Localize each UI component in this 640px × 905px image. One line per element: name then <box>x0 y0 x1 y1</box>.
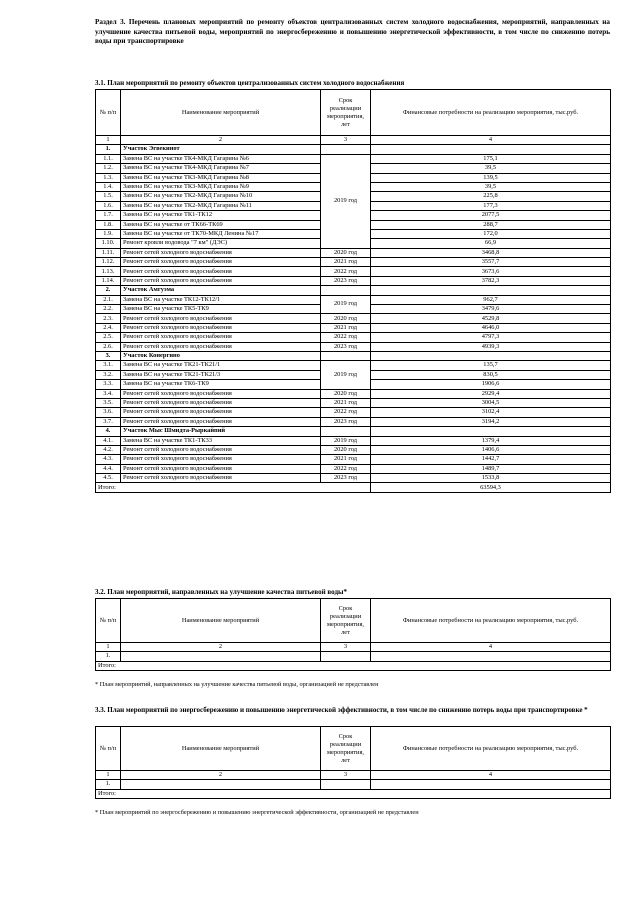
row-value: 2929,4 <box>371 389 611 398</box>
row-name: Ремонт сетей холодного водоснабжения <box>121 474 321 483</box>
row-value: 1406,6 <box>371 445 611 454</box>
header-term: Срок реализации мероприятия, лет <box>321 727 371 771</box>
col-number: 4 <box>371 771 611 780</box>
row-num: 4.4. <box>96 464 121 473</box>
col-number: 1 <box>96 643 121 652</box>
row-term: 2023 год <box>321 417 371 426</box>
row-num: 3.7. <box>96 417 121 426</box>
row-num: 1. <box>96 652 121 661</box>
header-num: № п/п <box>96 90 121 136</box>
row-value: 3102,4 <box>371 408 611 417</box>
table-row <box>96 474 611 483</box>
row-name: Ремонт сетей холодного водоснабжения <box>121 455 321 464</box>
row-name: Замена ВС на участке от ТК66-ТК69 <box>121 220 321 229</box>
row-term <box>321 351 371 360</box>
row-term: 2020 год <box>321 445 371 454</box>
row-num: 3. <box>96 351 121 360</box>
row-term: 2019 год <box>321 295 371 314</box>
row-term: 2021 год <box>321 323 371 332</box>
table-row <box>96 276 611 285</box>
row-num: 2.1. <box>96 295 121 304</box>
row-value <box>371 286 611 295</box>
row-term: 2023 год <box>321 474 371 483</box>
row-name: Ремонт сетей холодного водоснабжения <box>121 408 321 417</box>
row-term: 2019 год <box>321 436 371 445</box>
row-value: 3673,6 <box>371 267 611 276</box>
row-name: Ремонт сетей холодного водоснабжения <box>121 333 321 342</box>
header-finance: Финансовые потребности на реализацию мероприятия, тыс.руб. <box>371 599 611 643</box>
row-value: 288,7 <box>371 220 611 229</box>
row-value: 4939,3 <box>371 342 611 351</box>
row-value: 3468,8 <box>371 248 611 257</box>
total-value: 63594,3 <box>371 483 611 492</box>
group-name: Участок Конергино <box>121 351 321 360</box>
row-num: 1.8. <box>96 220 121 229</box>
row-term: 2022 год <box>321 333 371 342</box>
row-name: Ремонт сетей холодного водоснабжения <box>121 445 321 454</box>
row-value: 830,5 <box>371 370 611 379</box>
table-row <box>96 333 611 342</box>
row-name: Замена ВС на участке ТК4-МКД Гагарина №6 <box>121 154 321 163</box>
row-name: Замена ВС на участке ТК21-ТК21/1 <box>121 361 321 370</box>
col-number: 2 <box>121 771 321 780</box>
row-name: Замена ВС на участке от ТК70-МКД Ленина №17 <box>121 229 321 238</box>
row-name: Замена ВС на участке ТК1-ТК12 <box>121 211 321 220</box>
repair-plan-table <box>95 89 611 493</box>
row-value: 172,0 <box>371 229 611 238</box>
row-value: 1379,4 <box>371 436 611 445</box>
row-num: 1.6. <box>96 201 121 210</box>
row-term: 2021 год <box>321 398 371 407</box>
table-row <box>96 361 611 370</box>
row-value <box>371 145 611 154</box>
section-3-3-note: * План мероприятий по энергосбережению и повышению энергетической эффективности, организацией не представлен <box>95 809 419 816</box>
col-number: 1 <box>96 136 121 145</box>
col-number: 4 <box>371 136 611 145</box>
repair-plan-body <box>96 145 611 483</box>
row-term: 2019 год <box>321 361 371 389</box>
row-num: 4.1. <box>96 436 121 445</box>
total-row <box>96 789 611 798</box>
table-row <box>96 323 611 332</box>
row-name: Ремонт сетей холодного водоснабжения <box>121 417 321 426</box>
row-num: 1.14. <box>96 276 121 285</box>
row-value: 1533,8 <box>371 474 611 483</box>
section-3-3-title: 3.3. План мероприятий по энергосбережению и повышению энергетической эффективности, в том числе по снижению потерь воды при транспортировке * <box>95 706 588 714</box>
row-name: Ремонт сетей холодного водоснабжения <box>121 398 321 407</box>
energy-saving-table <box>95 726 611 799</box>
row-num: 3.1. <box>96 361 121 370</box>
row-num: 1.4. <box>96 182 121 191</box>
row-num: 1.5. <box>96 192 121 201</box>
row-name: Замена ВС на участке ТК4-МКД Гагарина №7 <box>121 164 321 173</box>
row-value: 39,5 <box>371 164 611 173</box>
section-3-1-title: 3.1. План мероприятий по ремонту объектов централизованных систем холодного водоснабжения <box>95 79 405 87</box>
table-row <box>96 408 611 417</box>
col-number: 2 <box>121 643 321 652</box>
table-row <box>96 652 611 661</box>
row-num: 4. <box>96 427 121 436</box>
row-value: 1489,7 <box>371 464 611 473</box>
row-name: Замена ВС на участке ТК3-МКД Гагарина №8 <box>121 173 321 182</box>
row-num: 3.4. <box>96 389 121 398</box>
header-finance: Финансовые потребности на реализацию мероприятия, тыс.руб. <box>371 727 611 771</box>
row-num: 1.13. <box>96 267 121 276</box>
row-name: Замена ВС на участке ТК5-ТК9 <box>121 305 321 314</box>
column-number-row <box>96 136 611 145</box>
row-num: 1. <box>96 780 121 789</box>
header-term: Срок реализации мероприятия, лет <box>321 90 371 136</box>
column-number-row <box>96 771 611 780</box>
group-name: Участок Мыс Шмидта-Рыркайпий <box>121 427 321 436</box>
row-value: 225,8 <box>371 192 611 201</box>
row-value: 175,1 <box>371 154 611 163</box>
header-name: Наименование мероприятий <box>121 90 321 136</box>
row-name: Ремонт сетей холодного водоснабжения <box>121 389 321 398</box>
group-name: Участок Эгвекинот <box>121 145 321 154</box>
row-name: Ремонт сетей холодного водоснабжения <box>121 342 321 351</box>
row-term: 2022 год <box>321 267 371 276</box>
row-num: 1. <box>96 145 121 154</box>
group-name: Участок Амгуэма <box>121 286 321 295</box>
row-name: Ремонт сетей холодного водоснабжения <box>121 464 321 473</box>
col-number: 3 <box>321 136 371 145</box>
row-value: 139,5 <box>371 173 611 182</box>
row-num: 2. <box>96 286 121 295</box>
group-row <box>96 145 611 154</box>
row-name: Замена ВС на участке ТК3-МКД Гагарина №9 <box>121 182 321 191</box>
row-num: 1.12. <box>96 258 121 267</box>
row-value: 3194,2 <box>371 417 611 426</box>
row-term: 2020 год <box>321 248 371 257</box>
row-name: Ремонт сетей холодного водоснабжения <box>121 323 321 332</box>
row-value: 3479,6 <box>371 305 611 314</box>
col-number: 3 <box>321 771 371 780</box>
row-num: 2.2. <box>96 305 121 314</box>
row-name: Замена ВС на участке ТК6-ТК9 <box>121 380 321 389</box>
row-name: Замена ВС на участке ТК2-МКД Гагарина №11 <box>121 201 321 210</box>
table-row <box>96 248 611 257</box>
row-name: Замена ВС на участке ТК2-МКД Гагарина №10 <box>121 192 321 201</box>
table-row <box>96 398 611 407</box>
group-row <box>96 351 611 360</box>
section-intro: Раздел 3. Перечень плановых мероприятий по ремонту объектов централизованных систем холодного водоснабжения, мероприятий, направленных на улучшение качества питьевой воды, мероприятий по энергосбережению и повышению энергетической эффективности, в том числе по снижению потерь воды при транспортировке <box>95 18 610 45</box>
table-row <box>96 154 611 163</box>
row-num: 3.6. <box>96 408 121 417</box>
total-label: Итого: <box>96 661 611 670</box>
row-num: 1.1. <box>96 154 121 163</box>
row-value: 4646,0 <box>371 323 611 332</box>
row-value <box>371 427 611 436</box>
row-term: 2022 год <box>321 408 371 417</box>
row-term <box>321 286 371 295</box>
row-value <box>371 351 611 360</box>
section-3-2-title: 3.2. План мероприятий, направленных на улучшение качества питьевой воды* <box>95 588 347 596</box>
table-row <box>96 342 611 351</box>
header-num: № п/п <box>96 599 121 643</box>
row-value: 177,3 <box>371 201 611 210</box>
total-row <box>96 661 611 670</box>
row-term: 2020 год <box>321 389 371 398</box>
row-term <box>321 427 371 436</box>
header-finance: Финансовые потребности на реализацию мероприятия, тыс.руб. <box>371 90 611 136</box>
section-3-2-note: * План мероприятий, направленных на улучшение качества питьевой воды, организацией не представлен <box>95 681 379 688</box>
header-term: Срок реализации мероприятия, лет <box>321 599 371 643</box>
table-row <box>96 295 611 304</box>
row-value: 1442,7 <box>371 455 611 464</box>
row-num: 2.3. <box>96 314 121 323</box>
row-name: Замена ВС на участке ТК1-ТК33 <box>121 436 321 445</box>
table-row <box>96 389 611 398</box>
row-num: 1.2. <box>96 164 121 173</box>
table-row <box>96 258 611 267</box>
row-term <box>321 145 371 154</box>
row-num: 3.3. <box>96 380 121 389</box>
row-value: 4529,8 <box>371 314 611 323</box>
row-value: 4797,3 <box>371 333 611 342</box>
table-header-row <box>96 599 611 643</box>
row-num: 1.3. <box>96 173 121 182</box>
col-number: 4 <box>371 643 611 652</box>
row-num: 2.5. <box>96 333 121 342</box>
row-value: 3557,7 <box>371 258 611 267</box>
row-num: 2.6. <box>96 342 121 351</box>
row-num: 4.3. <box>96 455 121 464</box>
water-quality-table <box>95 598 611 671</box>
row-term: 2021 год <box>321 455 371 464</box>
row-name: Ремонт сетей холодного водоснабжения <box>121 267 321 276</box>
row-value: 1906,6 <box>371 380 611 389</box>
table-row <box>96 267 611 276</box>
row-name: Ремонт сетей холодного водоснабжения <box>121 276 321 285</box>
row-num: 4.5. <box>96 474 121 483</box>
row-num: 3.5. <box>96 398 121 407</box>
table-row <box>96 780 611 789</box>
row-value: 3782,3 <box>371 276 611 285</box>
row-term: 2023 год <box>321 342 371 351</box>
total-label: Итого: <box>96 789 611 798</box>
row-num: 1.11. <box>96 248 121 257</box>
column-number-row <box>96 643 611 652</box>
row-term: 2021 год <box>321 258 371 267</box>
row-term: 2020 год <box>321 314 371 323</box>
table-row <box>96 455 611 464</box>
row-value: 135,7 <box>371 361 611 370</box>
row-term: 2022 год <box>321 464 371 473</box>
row-num: 1.10. <box>96 239 121 248</box>
row-value: 2077,5 <box>371 211 611 220</box>
row-term: 2019 год <box>321 154 371 248</box>
row-num: 4.2. <box>96 445 121 454</box>
group-row <box>96 427 611 436</box>
table-row <box>96 314 611 323</box>
row-value: 3004,5 <box>371 398 611 407</box>
total-row <box>96 483 611 492</box>
row-name: Ремонт сетей холодного водоснабжения <box>121 248 321 257</box>
row-value: 39,5 <box>371 182 611 191</box>
table-row <box>96 445 611 454</box>
row-num: 3.2. <box>96 370 121 379</box>
table-row <box>96 436 611 445</box>
row-name: Замена ВС на участке ТК12-ТК12/1 <box>121 295 321 304</box>
table-row <box>96 464 611 473</box>
table-header-row <box>96 727 611 771</box>
header-name: Наименование мероприятий <box>121 599 321 643</box>
row-name: Ремонт сетей холодного водоснабжения <box>121 314 321 323</box>
table-row <box>96 417 611 426</box>
row-term: 2023 год <box>321 276 371 285</box>
row-num: 1.7. <box>96 211 121 220</box>
row-value: 962,7 <box>371 295 611 304</box>
row-value: 66,9 <box>371 239 611 248</box>
col-number: 2 <box>121 136 321 145</box>
row-num: 1.9. <box>96 229 121 238</box>
header-num: № п/п <box>96 727 121 771</box>
col-number: 3 <box>321 643 371 652</box>
group-row <box>96 286 611 295</box>
header-name: Наименование мероприятий <box>121 727 321 771</box>
row-name: Ремонт кровли водовода "7 км" (ДЭС) <box>121 239 321 248</box>
table-header-row <box>96 90 611 136</box>
row-name: Замена ВС на участке ТК21-ТК21/3 <box>121 370 321 379</box>
row-num: 2.4. <box>96 323 121 332</box>
row-name: Ремонт сетей холодного водоснабжения <box>121 258 321 267</box>
total-label: Итого: <box>96 483 371 492</box>
col-number: 1 <box>96 771 121 780</box>
